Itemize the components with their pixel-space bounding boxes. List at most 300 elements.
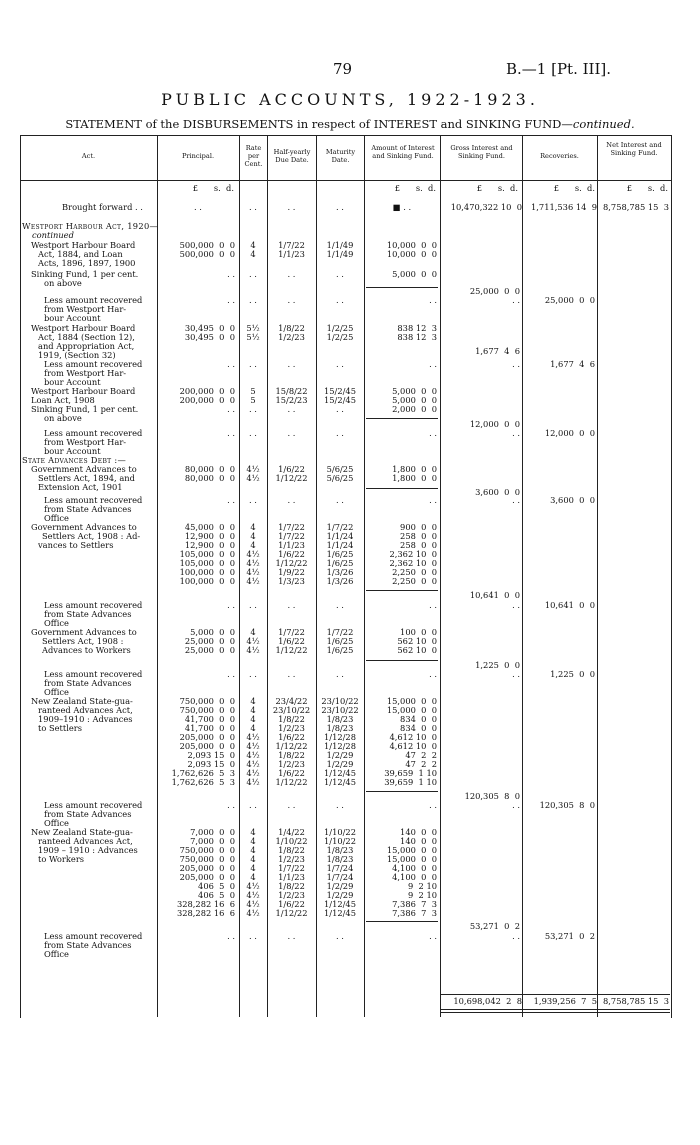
gross-cell: . . [512, 428, 520, 438]
rate-cell: . . [249, 404, 257, 414]
subtotal-rule [366, 791, 438, 792]
act-text: 1909–1910 : Advances [38, 714, 133, 724]
maturity-cell: 1/12/45 [324, 908, 356, 918]
amount-cell: 2,362 10 0 [389, 549, 437, 559]
principal-cell: . . [227, 404, 235, 414]
half-yearly-cell: 1/4/22 [278, 827, 305, 837]
principal-cell: 2,093 15 0 [187, 750, 235, 760]
maturity-cell: . . [336, 359, 344, 369]
rate-cell: 4 [250, 249, 256, 259]
principal-cell: 328,282 16 6 [176, 908, 235, 918]
half-yearly-cell: 1/2/23 [278, 854, 305, 864]
act-text: Act, 1884, and Loan [38, 249, 123, 259]
maturity-cell: 1/12/45 [324, 777, 356, 787]
maturity-cell: 1/3/26 [326, 567, 354, 577]
maturity-cell: 15/2/45 [324, 386, 356, 396]
recoveries-cell: 12,000 0 0 [544, 428, 595, 438]
amount-cell: 562 10 0 [397, 645, 437, 655]
maturity-cell: 1/7/22 [326, 522, 354, 532]
act-text: Settlers Act, 1908 : [42, 636, 124, 646]
half-yearly-cell: 1/7/22 [278, 522, 305, 532]
document-reference: B.—1 [Pt. III]. [506, 60, 612, 78]
brought-forward-recoveries: 1,711,536 14 9 [531, 202, 597, 212]
principal-cell: 406 5 0 [198, 881, 235, 891]
amount-cell: 562 10 0 [397, 636, 437, 646]
rate-cell: 4 [250, 723, 256, 733]
amount-cell: 9 2 10 [407, 881, 437, 891]
section-heading: State Advances Debt :— [22, 455, 127, 465]
principal-cell: 7,000 0 0 [190, 836, 235, 846]
act-text: Office [44, 818, 69, 828]
maturity-cell: 23/10/22 [321, 705, 359, 715]
currency-header: £ s. d. [626, 183, 668, 193]
gross-cell: . . [512, 669, 520, 679]
maturity-cell: 1/2/29 [326, 890, 354, 900]
rate-cell: 4½ [246, 890, 260, 900]
gross-cell: . . [512, 600, 520, 610]
principal-cell: 5,000 0 0 [190, 627, 235, 637]
half-yearly-cell: 1/2/23 [278, 890, 305, 900]
maturity-cell: 1/8/23 [326, 854, 354, 864]
act-text: Extension Act, 1901 [38, 482, 123, 492]
act-text: Office [44, 618, 69, 628]
total-double-rule [441, 1009, 670, 1010]
maturity-cell: 1/7/24 [326, 863, 354, 873]
act-text: New Zealand State-gua- [31, 827, 133, 837]
rate-cell: 4½ [246, 549, 260, 559]
principal-cell: 25,000 0 0 [184, 645, 235, 655]
currency-header: £ s. d. [553, 183, 595, 193]
rate-cell: 5½ [246, 323, 260, 333]
principal-cell: 750,000 0 0 [179, 845, 235, 855]
rate-cell: 4 [250, 627, 256, 637]
half-yearly-cell: 23/4/22 [275, 696, 308, 706]
amount-cell: 5,000 0 0 [392, 395, 437, 405]
maturity-cell: 1/2/25 [326, 332, 354, 342]
act-text: from State Advances [44, 609, 132, 619]
principal-cell: 2,093 15 0 [187, 759, 235, 769]
rate-cell: 4 [250, 705, 256, 715]
act-text: Government Advances to [31, 464, 137, 474]
act-text: ranteed Advances Act, [38, 836, 133, 846]
act-text: Less amount recovered [44, 600, 143, 610]
maturity-cell: 5/6/25 [326, 464, 354, 474]
rate-cell: 4 [250, 240, 256, 250]
act-text: Office [44, 949, 69, 959]
act-text: Westport Harbour Board [31, 386, 136, 396]
act-text: from State Advances [44, 940, 132, 950]
amount-cell: 2,250 0 0 [392, 576, 437, 586]
act-text: Act, 1884 (Section 12), [38, 332, 135, 342]
amount-cell: 258 0 0 [400, 540, 437, 550]
act-text: Less amount recovered [44, 669, 143, 679]
half-yearly-cell: . . [287, 359, 296, 369]
half-yearly-cell: 1/1/23 [278, 872, 305, 882]
rate-cell: 4 [250, 714, 256, 724]
amount-cell: 900 0 0 [400, 522, 437, 532]
header-act: Act. [81, 152, 96, 160]
act-text: from State Advances [44, 809, 132, 819]
act-text: Westport Harbour Board [31, 240, 136, 250]
half-yearly-cell: 1/7/22 [278, 531, 305, 541]
amount-cell: 7,386 7 3 [392, 899, 437, 909]
principal-cell: . . [227, 295, 235, 305]
half-yearly-cell: 1/12/22 [275, 908, 308, 918]
maturity-cell: 1/6/25 [326, 636, 354, 646]
brought-forward-gross: 10,470,322 10 0 [450, 202, 522, 212]
rate-cell: 4½ [246, 768, 260, 778]
half-yearly-cell: 23/10/22 [272, 705, 311, 715]
principal-cell: . . [227, 669, 235, 679]
amount-cell: 4,100 0 0 [392, 863, 437, 873]
gross-cell: . . [512, 495, 520, 505]
act-text: 1919, (Section 32) [38, 350, 116, 360]
rate-cell: . . [249, 669, 257, 679]
principal-cell: 750,000 0 0 [179, 854, 235, 864]
amount-cell: 7,386 7 3 [392, 908, 437, 918]
amount-cell: 2,362 10 0 [389, 558, 437, 568]
half-yearly-cell: 1/12/22 [275, 473, 308, 483]
act-text: on above [44, 278, 82, 288]
rate-cell: 4 [250, 531, 256, 541]
act-text: Less amount recovered [44, 428, 143, 438]
rate-cell: 4½ [246, 777, 260, 787]
half-yearly-cell: 1/8/22 [278, 881, 305, 891]
half-yearly-cell: . . [287, 931, 296, 941]
amount-cell: 100 0 0 [400, 627, 437, 637]
amount-cell: 15,000 0 0 [386, 696, 437, 706]
subtitle-main: STATEMENT of the DISBURSEMENTS in respect of INTEREST and SINKING FUND— [65, 117, 573, 131]
rate-cell: . . [249, 269, 257, 279]
principal-cell: 500,000 0 0 [179, 249, 235, 259]
principal-cell: 30,495 0 0 [184, 323, 235, 333]
rate-cell: . . [249, 359, 257, 369]
rate-cell: . . [249, 600, 257, 610]
principal-cell: 205,000 0 0 [179, 872, 235, 882]
recoveries-cell: 3,600 0 0 [550, 495, 595, 505]
rate-cell: . . [249, 931, 257, 941]
principal-cell: . . [227, 800, 235, 810]
principal-cell: 406 5 0 [198, 890, 235, 900]
gross-cell: 1,677 4 6 [475, 346, 520, 356]
half-yearly-cell: 1/12/22 [275, 741, 308, 751]
half-yearly-cell: 1/7/22 [278, 863, 305, 873]
header-maturity: Maturity Date. [325, 148, 356, 164]
column-divider [597, 135, 598, 1017]
principal-cell: 1,762,626 5 3 [171, 777, 235, 787]
header-net: Net Interest and Sinking Fund. [606, 141, 662, 157]
half-yearly-cell: . . [287, 428, 296, 438]
half-yearly-cell: 1/6/22 [278, 899, 305, 909]
principal-cell: 105,000 0 0 [179, 549, 235, 559]
header-rate: Rate per Cent. [244, 144, 263, 168]
rate-cell: 4 [250, 872, 256, 882]
maturity-cell: 1/6/25 [326, 645, 354, 655]
amount-cell: 15,000 0 0 [386, 705, 437, 715]
act-text: Westport Harbour Board [31, 323, 136, 333]
principal-cell: 41,700 0 0 [184, 714, 235, 724]
subtotal-rule [366, 418, 438, 419]
section-label: Westport Harbour Act, 1920— [22, 221, 159, 231]
rate-cell: 4½ [246, 645, 260, 655]
maturity-cell: . . [336, 800, 344, 810]
maturity-cell: . . [336, 269, 344, 279]
maturity-cell: 1/6/25 [326, 549, 354, 559]
maturity-cell: . . [336, 600, 344, 610]
amount-cell: 4,612 10 0 [389, 732, 437, 742]
header-principal: Principal. [181, 152, 215, 160]
rate-cell: 4½ [246, 473, 260, 483]
gross-cell: 12,000 0 0 [469, 419, 520, 429]
act-text: Settlers Act, 1894, and [38, 473, 135, 483]
amount-cell: 140 0 0 [400, 836, 437, 846]
rate-cell: 4½ [246, 636, 260, 646]
amount-cell: . . [429, 428, 437, 438]
principal-cell: 80,000 0 0 [184, 473, 235, 483]
rate-cell: . . [249, 495, 257, 505]
header-amount: Amount of Interest and Sinking Fund. [371, 144, 435, 160]
amount-cell: 5,000 0 0 [392, 386, 437, 396]
act-text: and Appropriation Act, [38, 341, 135, 351]
subtotal-rule [366, 660, 438, 661]
maturity-cell: 1/6/25 [326, 558, 354, 568]
amount-cell: 39,659 1 10 [384, 768, 437, 778]
act-text: bour Account [44, 377, 101, 387]
half-yearly-cell: 1/6/22 [278, 636, 305, 646]
act-text: Settlers Act, 1908 : Ad- [42, 531, 141, 541]
principal-cell: . . [227, 931, 235, 941]
brought-forward-blank: . . [336, 202, 344, 212]
act-text: Less amount recovered [44, 931, 143, 941]
principal-cell: 205,000 0 0 [179, 732, 235, 742]
brought-forward-net: 8,758,785 15 3 [603, 202, 669, 212]
principal-cell: . . [227, 428, 235, 438]
rate-cell: 4 [250, 540, 256, 550]
half-yearly-cell: 1/2/23 [278, 723, 305, 733]
half-yearly-cell: 15/2/23 [275, 395, 308, 405]
half-yearly-cell: 1/1/23 [278, 249, 305, 259]
header-recoveries: Recoveries. [540, 152, 579, 160]
act-text: from Westport Har- [44, 368, 127, 378]
gross-cell: 25,000 0 0 [469, 286, 520, 296]
subtitle-continued: continued. [572, 117, 635, 131]
half-yearly-cell: 1/7/22 [278, 240, 305, 250]
rate-cell: 4½ [246, 732, 260, 742]
amount-cell: 1,800 0 0 [392, 473, 437, 483]
brought-forward-blank: . . [194, 202, 202, 212]
principal-cell: 45,000 0 0 [184, 522, 235, 532]
principal-cell: . . [227, 495, 235, 505]
half-yearly-cell: . . [287, 295, 296, 305]
amount-cell: 4,100 0 0 [392, 872, 437, 882]
amount-cell: 834 0 0 [400, 723, 437, 733]
page-title: PUBLIC ACCOUNTS, 1922-1923. [161, 90, 539, 109]
half-yearly-cell: 1/6/22 [278, 464, 305, 474]
act-text: ranteed Advances Act, [38, 705, 133, 715]
maturity-cell: 1/10/22 [324, 827, 356, 837]
principal-cell: 105,000 0 0 [179, 558, 235, 568]
rate-cell: 4½ [246, 464, 260, 474]
amount-cell: . . [429, 931, 437, 941]
half-yearly-cell: 1/6/22 [278, 549, 305, 559]
subtotal-rule [366, 287, 438, 288]
rate-cell: 4½ [246, 750, 260, 760]
amount-cell: 838 12 3 [397, 323, 437, 333]
act-text: from Westport Har- [44, 437, 127, 447]
amount-cell: 4,612 10 0 [389, 741, 437, 751]
amount-cell: 2,000 0 0 [392, 404, 437, 414]
half-yearly-cell: 1/2/23 [278, 759, 305, 769]
maturity-cell: 1/1/49 [326, 249, 354, 259]
act-text: Less amount recovered [44, 800, 143, 810]
principal-cell: 328,282 16 6 [176, 899, 235, 909]
act-text: on above [44, 413, 82, 423]
rate-cell: 4½ [246, 741, 260, 751]
rate-cell: 4½ [246, 908, 260, 918]
brought-forward-label: Brought forward . . [62, 202, 143, 212]
act-text: Loan Act, 1908 [31, 395, 95, 405]
brought-forward-blank: . . [287, 202, 296, 212]
amount-cell: 5,000 0 0 [392, 269, 437, 279]
currency-header: £ s. d. [476, 183, 518, 193]
amount-cell: . . [429, 800, 437, 810]
maturity-cell: 15/2/45 [324, 395, 356, 405]
principal-cell: 200,000 0 0 [179, 386, 235, 396]
amount-cell: 15,000 0 0 [386, 845, 437, 855]
rate-cell: 4½ [246, 759, 260, 769]
total-gross: 10,698,042 2 8 [453, 996, 522, 1006]
act-text: Less amount recovered [44, 359, 143, 369]
principal-cell: 500,000 0 0 [179, 240, 235, 250]
total-double-rule [441, 1012, 670, 1013]
rate-cell: 4 [250, 863, 256, 873]
act-text: Sinking Fund, 1 per cent. [31, 269, 139, 279]
half-yearly-cell: . . [287, 669, 296, 679]
half-yearly-cell: 1/12/22 [275, 558, 308, 568]
gross-cell: 53,271 0 2 [469, 921, 520, 931]
maturity-cell: 1/7/24 [326, 872, 354, 882]
principal-cell: . . [227, 269, 235, 279]
amount-cell: . . [429, 359, 437, 369]
half-yearly-cell: . . [287, 600, 296, 610]
maturity-cell: 1/7/22 [326, 627, 354, 637]
amount-cell: 10,000 0 0 [386, 249, 437, 259]
rate-cell: 4 [250, 854, 256, 864]
principal-cell: 7,000 0 0 [190, 827, 235, 837]
principal-cell: 205,000 0 0 [179, 863, 235, 873]
header-half-yearly: Half-yearly Due Date. [273, 148, 311, 164]
amount-cell: 10,000 0 0 [386, 240, 437, 250]
principal-cell: 205,000 0 0 [179, 741, 235, 751]
half-yearly-cell: 1/1/23 [278, 540, 305, 550]
act-text: Less amount recovered [44, 295, 143, 305]
amount-cell: . . [429, 495, 437, 505]
brought-forward-blank: ■ . . [392, 202, 412, 212]
rate-cell: 5 [250, 386, 256, 396]
half-yearly-cell: 1/6/22 [278, 768, 305, 778]
half-yearly-cell: 1/8/22 [278, 750, 305, 760]
half-yearly-cell: 1/12/22 [275, 777, 308, 787]
act-text: vances to Settlers [38, 540, 114, 550]
act-text: to Workers [38, 854, 85, 864]
amount-cell: 9 2 10 [407, 890, 437, 900]
maturity-cell: 1/2/29 [326, 881, 354, 891]
rate-cell: 4 [250, 522, 256, 532]
act-text: 1909 – 1910 : Advances [38, 845, 138, 855]
amount-cell: 834 0 0 [400, 714, 437, 724]
maturity-cell: 1/12/28 [324, 741, 356, 751]
principal-cell: 80,000 0 0 [184, 464, 235, 474]
gross-cell: 3,600 0 0 [475, 487, 520, 497]
half-yearly-cell: . . [287, 269, 296, 279]
header-divider [20, 180, 671, 181]
maturity-cell: . . [336, 404, 344, 414]
recoveries-cell: 1,225 0 0 [550, 669, 595, 679]
recoveries-cell: 1,677 4 6 [550, 359, 595, 369]
maturity-cell: 1/8/23 [326, 723, 354, 733]
half-yearly-cell: . . [287, 800, 296, 810]
maturity-cell: 1/1/49 [326, 240, 354, 250]
principal-cell: 30,495 0 0 [184, 332, 235, 342]
principal-cell: 750,000 0 0 [179, 705, 235, 715]
act-text: from Westport Har- [44, 304, 127, 314]
gross-cell: . . [512, 800, 520, 810]
principal-cell: . . [227, 359, 235, 369]
subtotal-rule [366, 921, 438, 922]
half-yearly-cell: 1/10/22 [275, 836, 308, 846]
half-yearly-cell: . . [287, 495, 296, 505]
maturity-cell: . . [336, 495, 344, 505]
maturity-cell: 23/10/22 [321, 696, 359, 706]
act-text: Government Advances to [31, 522, 137, 532]
principal-cell: 100,000 0 0 [179, 567, 235, 577]
act-text: Advances to Workers [42, 645, 131, 655]
amount-cell: . . [429, 600, 437, 610]
principal-cell: 100,000 0 0 [179, 576, 235, 586]
act-text: to Settlers [38, 723, 83, 733]
amount-cell: . . [429, 669, 437, 679]
rate-cell: 4½ [246, 576, 260, 586]
column-divider [522, 135, 523, 1017]
act-text: Office [44, 513, 69, 523]
amount-cell: 258 0 0 [400, 531, 437, 541]
act-text: Sinking Fund, 1 per cent. [31, 404, 139, 414]
half-yearly-cell: 1/8/22 [278, 845, 305, 855]
amount-cell: 140 0 0 [400, 827, 437, 837]
total-recoveries: 1,939,256 7 5 [533, 996, 597, 1006]
rate-cell: 4 [250, 696, 256, 706]
act-text: from State Advances [44, 504, 132, 514]
principal-cell: 1,762,626 5 3 [171, 768, 235, 778]
half-yearly-cell: 1/8/22 [278, 714, 305, 724]
half-yearly-cell: 1/7/22 [278, 627, 305, 637]
rate-cell: 4 [250, 827, 256, 837]
half-yearly-cell: 1/9/22 [278, 567, 305, 577]
amount-cell: 47 2 2 [405, 759, 437, 769]
subtotal-rule [366, 590, 438, 591]
rate-cell: 4½ [246, 567, 260, 577]
maturity-cell: . . [336, 669, 344, 679]
act-text: Less amount recovered [44, 495, 143, 505]
principal-cell: . . [227, 600, 235, 610]
amount-cell: 39,659 1 10 [384, 777, 437, 787]
maturity-cell: 1/2/29 [326, 759, 354, 769]
maturity-cell: 1/8/23 [326, 845, 354, 855]
maturity-cell: 1/10/22 [324, 836, 356, 846]
rate-cell: . . [249, 428, 257, 438]
amount-cell: 1,800 0 0 [392, 464, 437, 474]
act-text: Office [44, 687, 69, 697]
